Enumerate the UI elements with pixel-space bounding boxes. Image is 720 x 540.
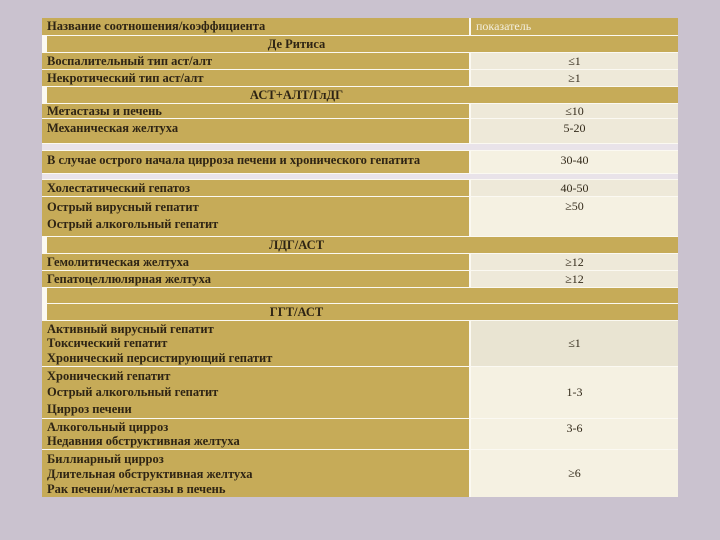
table-row (42, 151, 678, 173)
row-label-line: Алкогольный цирроз (47, 420, 169, 434)
table-row (42, 419, 678, 449)
row-value: ≥6 (471, 450, 678, 497)
row-value: 30-40 (471, 151, 678, 173)
row-label: Гепатоцеллюлярная желтуха (42, 271, 469, 287)
row-label (42, 321, 469, 366)
section-row-ldg-ast: ЛДГ/АСТ (47, 237, 678, 253)
table-row (42, 119, 678, 143)
row-value: ≥12 (471, 271, 678, 287)
table-gap-row (42, 174, 678, 179)
section-row-ggt-ast: ГГТ/АСТ (47, 304, 678, 320)
table-row (42, 70, 678, 86)
table-row (42, 367, 678, 418)
row-label: Механическая желтуха (42, 119, 469, 143)
row-value: ≤10 (471, 104, 678, 118)
row-label-line: Хронический персистирующий гепатит (47, 350, 273, 365)
section-row-de-ritis: Де Ритиса (47, 36, 678, 52)
row-label-line: Хронический гепатит (47, 369, 171, 384)
row-label-line: Острый вирусный гепатит (47, 200, 199, 214)
header-name-column: Название соотношения/коэффициента (42, 18, 469, 35)
row-label (42, 419, 469, 449)
row-value: ≤1 (471, 321, 678, 366)
row-label-line: Недавния обструктивная желтуха (47, 434, 240, 448)
row-label-line: Токсический гепатит (47, 336, 168, 351)
row-label-line: Острый алкогольный гепатит (47, 385, 219, 400)
row-value: 3-6 (471, 419, 678, 449)
row-label (42, 450, 469, 497)
row-label (42, 367, 469, 418)
table-row (42, 450, 678, 497)
row-value: ≤1 (471, 53, 678, 69)
row-value: 1-3 (471, 367, 678, 418)
table-header-row (42, 18, 678, 35)
row-label-line: Цирроз печени (47, 401, 132, 416)
row-label-line: Рак печени/метастазы в печень (47, 481, 226, 496)
row-value: ≥50 (471, 197, 678, 236)
row-value: ≥1 (471, 70, 678, 86)
table-row (42, 180, 678, 196)
row-label (42, 197, 469, 236)
table-row (42, 104, 678, 118)
row-label: Некротический тип аст/алт (42, 70, 469, 86)
row-label: Метастазы и печень (42, 104, 469, 118)
table-row (42, 271, 678, 287)
row-label: Холестатический гепатоз (42, 180, 469, 196)
row-label-line: Длительная обструктивная желтуха (47, 466, 253, 481)
row-label: Воспалительный тип аст/алт (42, 53, 469, 69)
header-value-column: показатель (471, 18, 678, 35)
table-row (42, 254, 678, 270)
table-row (42, 321, 678, 366)
table-empty-row (47, 288, 678, 303)
table-row (42, 53, 678, 69)
row-label: Гемолитическая желтуха (42, 254, 469, 270)
row-label-line: Острый алкогольный гепатит (47, 217, 219, 231)
row-value: 40-50 (471, 180, 678, 196)
section-row-ast-alt-gldg: АСТ+АЛТ/ГлДГ (47, 87, 678, 103)
row-value: 5-20 (471, 119, 678, 143)
row-label: В случае острого начала цирроза печени и хронического гепатита (42, 151, 469, 173)
row-label-line: Биллиарный цирроз (47, 451, 164, 466)
row-value: ≥12 (471, 254, 678, 270)
ratios-table (42, 18, 678, 497)
row-label-line: Активный вирусный гепатит (47, 322, 214, 337)
table-row (42, 197, 678, 236)
table-gap-row (42, 144, 678, 150)
